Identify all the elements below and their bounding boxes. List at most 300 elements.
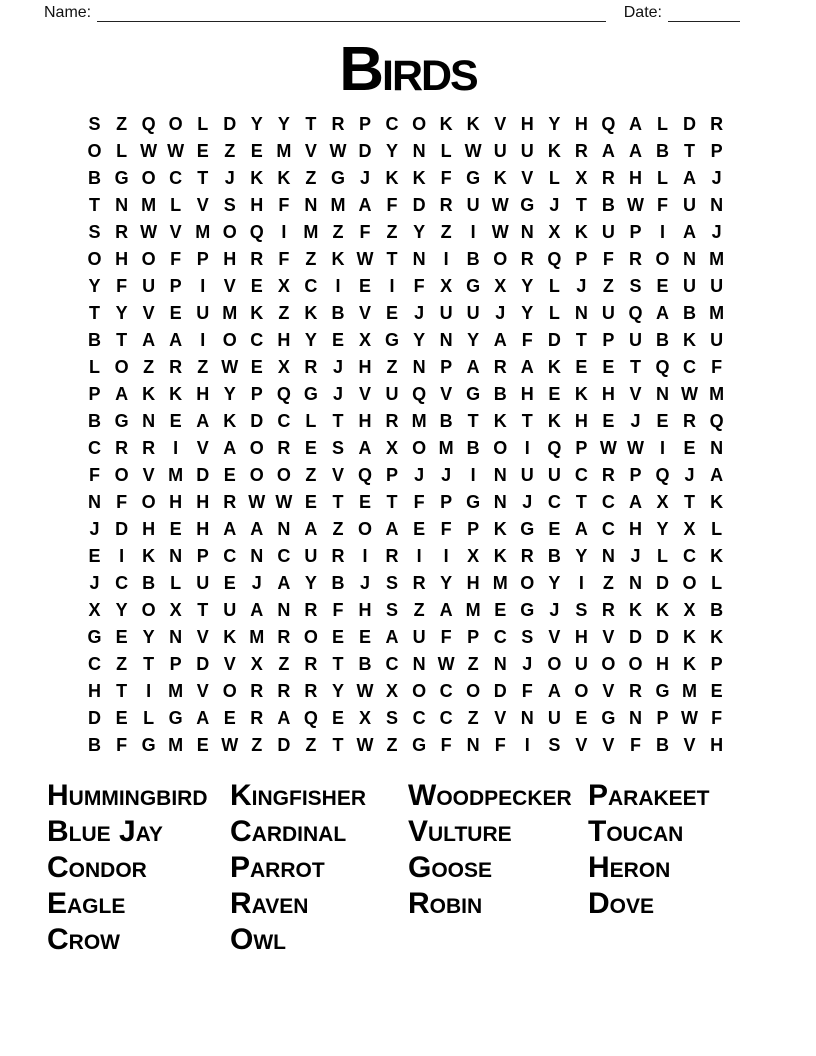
grid-cell: A: [439, 600, 453, 620]
header: [44, 4, 740, 22]
grid-cell: N: [710, 195, 724, 215]
grid-cell: C: [601, 519, 615, 539]
grid-cell: X: [683, 519, 696, 539]
grid-cell: K: [547, 411, 561, 431]
grid-cell: J: [332, 384, 343, 404]
grid-cell: T: [332, 735, 344, 755]
grid-cell: H: [277, 330, 291, 350]
grid-cell: E: [196, 735, 209, 755]
grid-cell: W: [221, 735, 239, 755]
grid-cell: X: [277, 357, 290, 377]
grid-cell: A: [493, 330, 507, 350]
grid-cell: U: [601, 222, 615, 242]
grid-cell: E: [169, 303, 182, 323]
grid-cell: I: [470, 222, 476, 242]
grid-cell: T: [684, 492, 696, 512]
word-bank-item: Cardinal: [230, 815, 347, 848]
grid-cell: I: [660, 438, 666, 458]
grid-cell: B: [358, 654, 372, 674]
grid-cell: Y: [413, 222, 426, 242]
grid-cell: V: [494, 114, 507, 134]
grid-cell: A: [169, 330, 183, 350]
grid-cell: A: [710, 465, 724, 485]
grid-cell: I: [146, 681, 152, 701]
grid-cell: U: [520, 141, 534, 161]
grid-cell: S: [223, 195, 236, 215]
grid-cell: T: [197, 168, 209, 188]
grid-cell: E: [169, 411, 182, 431]
grid-cell: U: [412, 627, 426, 647]
grid-cell: S: [629, 276, 642, 296]
grid-cell: E: [88, 546, 101, 566]
grid-cell: H: [358, 411, 372, 431]
grid-cell: A: [358, 438, 372, 458]
grid-cell: K: [656, 600, 669, 620]
grid-cell: I: [524, 438, 530, 458]
grid-cell: L: [440, 141, 452, 161]
grid-cell: A: [358, 195, 372, 215]
grid-cell: J: [414, 303, 425, 323]
grid-cell: P: [250, 384, 263, 404]
grid-cell: R: [331, 546, 345, 566]
grid-cell: H: [466, 573, 480, 593]
grid-cell: Q: [357, 465, 372, 485]
grid-cell: J: [89, 573, 100, 593]
grid-cell: V: [169, 222, 182, 242]
grid-cell: F: [359, 222, 371, 242]
grid-cell: N: [115, 195, 129, 215]
grid-cell: B: [601, 195, 615, 215]
grid-cell: A: [683, 168, 697, 188]
grid-cell: J: [414, 465, 425, 485]
grid-cell: D: [628, 627, 642, 647]
grid-cell: Z: [305, 465, 317, 485]
grid-cell: N: [493, 492, 507, 512]
grid-cell: Q: [628, 303, 643, 323]
grid-cell: W: [437, 654, 455, 674]
grid-cell: O: [412, 681, 427, 701]
grid-cell: C: [547, 492, 561, 512]
grid-cell: R: [250, 249, 264, 269]
grid-cell: B: [683, 303, 697, 323]
grid-cell: P: [169, 276, 182, 296]
grid-cell: X: [88, 600, 101, 620]
grid-cell: V: [358, 384, 371, 404]
grid-cell: N: [250, 546, 264, 566]
grid-cell: W: [356, 681, 374, 701]
grid-cell: I: [335, 276, 341, 296]
grid-cell: E: [575, 357, 588, 377]
grid-cell: C: [223, 546, 237, 566]
grid-cell: Z: [305, 168, 317, 188]
grid-cell: W: [221, 357, 239, 377]
grid-cell: O: [547, 654, 562, 674]
grid-cell: M: [303, 222, 319, 242]
grid-cell: W: [140, 141, 158, 161]
grid-cell: U: [223, 600, 237, 620]
grid-cell: U: [710, 330, 724, 350]
grid-cell: N: [412, 357, 426, 377]
grid-cell: D: [250, 411, 264, 431]
grid-cell: V: [223, 276, 236, 296]
name-label: Name:: [44, 4, 92, 21]
word-bank-column: [588, 779, 756, 959]
grid-cell: B: [656, 330, 669, 350]
grid-cell: R: [250, 708, 264, 728]
grid-cell: Q: [141, 114, 156, 134]
word-bank-item: Dove: [588, 887, 655, 920]
grid-cell: W: [167, 141, 185, 161]
grid-cell: W: [248, 492, 266, 512]
grid-cell: G: [520, 519, 535, 539]
word-bank: [47, 779, 756, 959]
grid-cell: Z: [467, 654, 479, 674]
grid-cell: P: [710, 141, 723, 161]
grid-cell: C: [439, 708, 453, 728]
grid-cell: M: [276, 141, 292, 161]
grid-cell: R: [115, 222, 129, 242]
grid-cell: G: [601, 708, 616, 728]
grid-cell: A: [385, 627, 399, 647]
grid-cell: V: [548, 627, 561, 647]
grid-cell: M: [168, 681, 184, 701]
grid-cell: C: [493, 627, 507, 647]
grid-cell: D: [277, 735, 291, 755]
grid-cell: E: [358, 276, 371, 296]
grid-row: [81, 381, 730, 408]
grid-cell: L: [548, 168, 560, 188]
grid-cell: W: [491, 222, 509, 242]
grid-cell: Y: [331, 681, 344, 701]
grid-cell: R: [574, 141, 588, 161]
grid-cell: L: [657, 114, 668, 134]
grid-cell: I: [200, 330, 206, 350]
grid-cell: R: [277, 627, 291, 647]
grid-cell: U: [574, 654, 588, 674]
grid-cell: X: [494, 276, 507, 296]
grid-cell: B: [493, 384, 507, 404]
grid-cell: G: [330, 168, 345, 188]
grid-cell: O: [601, 654, 616, 674]
grid-row: [81, 192, 730, 219]
grid-cell: H: [196, 519, 210, 539]
grid-cell: I: [416, 546, 422, 566]
grid-cell: J: [359, 573, 370, 593]
grid-cell: O: [628, 654, 643, 674]
grid-cell: T: [575, 195, 587, 215]
grid-cell: Z: [116, 654, 128, 674]
grid-cell: R: [115, 438, 129, 458]
grid-cell: F: [494, 735, 506, 755]
grid-cell: Q: [709, 411, 724, 431]
grid-cell: M: [709, 303, 725, 323]
grid-cell: O: [249, 438, 264, 458]
grid-cell: B: [439, 411, 453, 431]
grid-cell: U: [601, 303, 615, 323]
grid-cell: P: [467, 627, 480, 647]
grid-cell: A: [142, 330, 156, 350]
grid-cell: J: [251, 573, 262, 593]
grid-cell: A: [304, 519, 318, 539]
grid-cell: Y: [304, 573, 317, 593]
grid-cell: W: [626, 438, 644, 458]
grid-cell: W: [356, 249, 374, 269]
grid-cell: W: [491, 195, 509, 215]
grid-cell: U: [628, 330, 642, 350]
grid-cell: E: [602, 357, 615, 377]
grid-cell: V: [602, 735, 615, 755]
grid-cell: S: [88, 114, 101, 134]
grid-cell: Y: [440, 573, 453, 593]
grid-cell: O: [412, 114, 427, 134]
grid-cell: Z: [278, 654, 290, 674]
grid-cell: R: [601, 465, 615, 485]
grid-cell: S: [386, 600, 399, 620]
grid-cell: I: [362, 546, 368, 566]
grid-cell: N: [304, 195, 318, 215]
grid-cell: R: [304, 600, 318, 620]
grid-cell: G: [87, 627, 102, 647]
grid-cell: R: [169, 357, 183, 377]
puzzle-title: Birds: [339, 35, 477, 104]
grid-cell: C: [277, 411, 291, 431]
grid-cell: L: [143, 708, 155, 728]
grid-cell: Y: [548, 573, 561, 593]
grid-cell: E: [575, 708, 588, 728]
grid-cell: O: [114, 465, 129, 485]
grid-cell: Z: [251, 735, 263, 755]
grid-cell: O: [114, 357, 129, 377]
grid-cell: U: [385, 384, 399, 404]
grid-cell: V: [629, 384, 642, 404]
grid-cell: Y: [548, 114, 561, 134]
grid-cell: D: [547, 330, 561, 350]
grid-cell: E: [358, 492, 371, 512]
grid-cell: Q: [249, 222, 264, 242]
grid-cell: H: [196, 492, 210, 512]
grid-cell: B: [656, 735, 669, 755]
grid-cell: E: [358, 627, 371, 647]
grid-cell: V: [358, 303, 371, 323]
grid-cell: K: [683, 330, 697, 350]
grid-cell: K: [412, 168, 426, 188]
grid-cell: C: [601, 492, 615, 512]
grid-cell: E: [494, 600, 507, 620]
grid-cell: U: [466, 195, 480, 215]
grid-cell: L: [89, 357, 101, 377]
grid-cell: T: [89, 195, 101, 215]
grid-cell: Y: [115, 600, 128, 620]
grid-row: [81, 570, 730, 597]
grid-cell: S: [331, 438, 344, 458]
grid-cell: B: [88, 168, 102, 188]
grid-row: [81, 489, 730, 516]
grid-cell: Q: [547, 438, 562, 458]
grid-cell: Q: [601, 114, 616, 134]
grid-cell: R: [250, 681, 264, 701]
grid-cell: Z: [143, 357, 155, 377]
grid-cell: J: [711, 168, 722, 188]
word-bank-item: Vulture: [408, 815, 512, 848]
grid-cell: N: [493, 465, 507, 485]
grid-cell: B: [88, 735, 102, 755]
grid-cell: R: [601, 168, 615, 188]
grid-cell: F: [440, 735, 452, 755]
grid-cell: M: [168, 735, 184, 755]
grid-cell: U: [547, 708, 561, 728]
grid-cell: Z: [413, 600, 425, 620]
grid-cell: T: [116, 330, 128, 350]
grid-cell: L: [711, 573, 723, 593]
grid-cell: Q: [655, 465, 670, 485]
grid-cell: F: [711, 708, 723, 728]
grid-cell: X: [683, 600, 696, 620]
grid-cell: N: [628, 708, 642, 728]
grid-cell: I: [578, 573, 584, 593]
grid-cell: Y: [467, 330, 480, 350]
grid-cell: C: [439, 681, 453, 701]
grid-cell: H: [115, 249, 129, 269]
grid-cell: K: [466, 114, 480, 134]
grid-cell: U: [493, 141, 507, 161]
grid-cell: O: [276, 465, 291, 485]
word-bank-item: Condor: [47, 851, 147, 884]
grid-cell: P: [88, 384, 101, 404]
word-bank-column: [47, 779, 230, 959]
grid-cell: M: [438, 438, 454, 458]
grid-cell: N: [601, 546, 615, 566]
grid-cell: Z: [386, 357, 398, 377]
grid-cell: C: [385, 114, 399, 134]
grid-cell: Z: [386, 735, 398, 755]
grid-cell: A: [574, 519, 588, 539]
grid-cell: J: [522, 654, 533, 674]
grid-cell: O: [141, 249, 156, 269]
grid-row: [81, 678, 730, 705]
grid-cell: Z: [305, 249, 317, 269]
grid-cell: P: [575, 249, 588, 269]
grid-row: [81, 138, 730, 165]
grid-cell: N: [710, 438, 724, 458]
grid-cell: H: [574, 627, 588, 647]
grid-cell: M: [195, 222, 211, 242]
grid-cell: R: [223, 492, 237, 512]
grid-cell: A: [683, 222, 697, 242]
grid-cell: A: [223, 438, 237, 458]
grid-cell: V: [196, 195, 209, 215]
grid-cell: T: [386, 492, 398, 512]
grid-cell: H: [250, 195, 264, 215]
grid-cell: K: [574, 384, 588, 404]
word-bank-item: Raven: [230, 887, 309, 920]
grid-cell: F: [521, 681, 533, 701]
grid-cell: K: [493, 168, 507, 188]
grid-row: [81, 462, 730, 489]
grid-cell: E: [115, 708, 128, 728]
word-search-grid: [81, 111, 730, 759]
grid-cell: F: [440, 519, 452, 539]
grid-cell: E: [710, 681, 723, 701]
grid-cell: S: [575, 600, 588, 620]
grid-cell: M: [492, 573, 508, 593]
grid-cell: P: [602, 330, 615, 350]
grid-cell: E: [386, 303, 399, 323]
grid-cell: R: [520, 249, 534, 269]
grid-cell: T: [386, 249, 398, 269]
grid-cell: H: [196, 384, 210, 404]
grid-cell: Y: [304, 330, 317, 350]
grid-cell: W: [464, 141, 482, 161]
grid-cell: R: [277, 438, 291, 458]
grid-cell: O: [682, 573, 697, 593]
grid-cell: H: [142, 519, 156, 539]
word-bank-item: Blue Jay: [47, 815, 163, 848]
grid-cell: M: [330, 195, 346, 215]
grid-cell: G: [412, 735, 427, 755]
grid-cell: K: [304, 303, 318, 323]
grid-cell: C: [88, 654, 102, 674]
grid-cell: E: [548, 519, 561, 539]
grid-cell: J: [224, 168, 235, 188]
grid-cell: O: [87, 249, 102, 269]
grid-cell: R: [683, 411, 697, 431]
grid-cell: H: [169, 492, 183, 512]
grid-cell: A: [656, 303, 669, 323]
grid-cell: Z: [467, 708, 479, 728]
grid-cell: K: [277, 168, 291, 188]
word-bank-item: Owl: [230, 923, 286, 956]
grid-cell: N: [574, 303, 588, 323]
grid-cell: C: [277, 546, 291, 566]
grid-cell: A: [115, 384, 129, 404]
grid-cell: T: [629, 357, 641, 377]
grid-cell: X: [467, 546, 480, 566]
word-bank-item: Hummingbird: [47, 779, 208, 812]
grid-cell: T: [143, 654, 155, 674]
grid-cell: H: [358, 357, 372, 377]
grid-cell: N: [412, 249, 426, 269]
grid-cell: M: [411, 411, 427, 431]
grid-cell: J: [495, 303, 506, 323]
grid-cell: R: [412, 573, 426, 593]
grid-cell: I: [443, 546, 449, 566]
grid-cell: U: [710, 276, 724, 296]
grid-row: [81, 219, 730, 246]
grid-cell: A: [196, 411, 210, 431]
grid-cell: E: [656, 276, 669, 296]
grid-cell: C: [304, 276, 318, 296]
grid-cell: A: [277, 573, 291, 593]
grid-cell: R: [710, 114, 724, 134]
grid-cell: D: [358, 141, 372, 161]
grid-cell: Y: [88, 276, 101, 296]
grid-cell: A: [601, 141, 615, 161]
grid-cell: T: [332, 492, 344, 512]
grid-cell: H: [520, 384, 534, 404]
grid-cell: F: [116, 492, 128, 512]
grid-cell: H: [574, 411, 588, 431]
grid-cell: D: [656, 573, 669, 593]
grid-row: [81, 624, 730, 651]
grid-cell: W: [681, 384, 699, 404]
grid-cell: F: [278, 195, 290, 215]
grid-cell: V: [142, 303, 155, 323]
grid-cell: C: [88, 438, 102, 458]
grid-cell: Y: [250, 114, 263, 134]
grid-cell: V: [196, 681, 209, 701]
grid-cell: L: [657, 546, 668, 566]
grid-cell: H: [88, 681, 102, 701]
